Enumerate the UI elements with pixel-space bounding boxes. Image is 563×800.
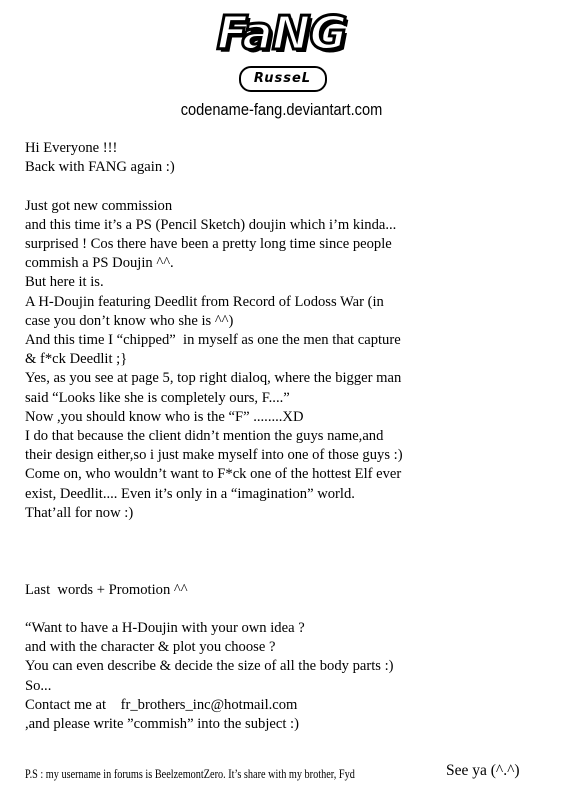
text-line: A H-Doujin featuring Deedlit from Record of Lodoss War (in <box>25 293 384 310</box>
text-line: ,and please write ”commish” into the subject :) <box>25 716 299 733</box>
text-line: And this time I “chipped” in myself as one the men that capture <box>25 332 401 349</box>
promotion-section <box>25 581 555 735</box>
promotion-heading: Last words + Promotion ^^ <box>25 581 188 598</box>
site-url: codename-fang.deviantart.com <box>180 100 383 119</box>
text-line: their design either,so i just make myself into one of those guys :) <box>25 447 403 464</box>
text-line: commish a PS Doujin ^^. <box>25 255 174 272</box>
header <box>0 6 563 120</box>
fang-logo <box>217 6 347 98</box>
text-line: and this time it’s a PS (Pencil Sketch) doujin which i’m kinda... <box>25 216 397 233</box>
contact-line: Contact me at fr_brothers_inc@hotmail.com <box>25 696 298 713</box>
text-line: and with the character & plot you choose ? <box>25 639 276 656</box>
message-body <box>25 139 555 734</box>
paragraph-spacer <box>25 177 555 196</box>
text-line: surprised ! Cos there have been a pretty long time since people <box>25 236 392 252</box>
text-line: case you don’t know who she is ^^) <box>25 312 234 329</box>
text-line: said “Looks like she is completely ours, F....” <box>25 389 290 406</box>
text-line: “Want to have a H-Doujin with your own idea ? <box>25 620 305 637</box>
text-line: That’all for now :) <box>25 504 134 521</box>
text-line: Hi Everyone !!! <box>25 140 118 156</box>
text-line: I do that because the client didn’t mention the guys name,and <box>25 428 384 445</box>
text-line: You can even describe & decide the size of all the body parts :) <box>25 658 394 675</box>
section-spacer <box>25 523 555 581</box>
text-line: exist, Deedlit.... Even it’s only in a “imagination” world. <box>25 485 355 502</box>
greeting-paragraph <box>25 139 555 177</box>
ps-note: P.S : my username in forums is BeelzemontZero. It’s share with my brother, Fyd <box>25 767 355 781</box>
logo-subtitle: RusseL <box>239 66 327 92</box>
commission-paragraph <box>25 197 555 523</box>
paragraph-spacer <box>25 600 555 619</box>
text-line: Just got new commission <box>25 197 173 214</box>
text-line: Back with FANG again :) <box>25 159 175 176</box>
text-line: Now ,you should know who is the “F” ........XD <box>25 408 304 425</box>
logo-title: FaNG <box>216 6 347 60</box>
text-line: & f*ck Deedlit ;} <box>25 351 128 368</box>
text-line: But here it is. <box>25 274 104 291</box>
signoff: See ya (^.^) <box>446 762 520 779</box>
text-line: Yes, as you see at page 5, top right dialoq, where the bigger man <box>25 370 402 387</box>
text-line: So... <box>25 677 52 694</box>
text-line: Come on, who wouldn’t want to F*ck one of the hottest Elf ever <box>25 466 402 483</box>
